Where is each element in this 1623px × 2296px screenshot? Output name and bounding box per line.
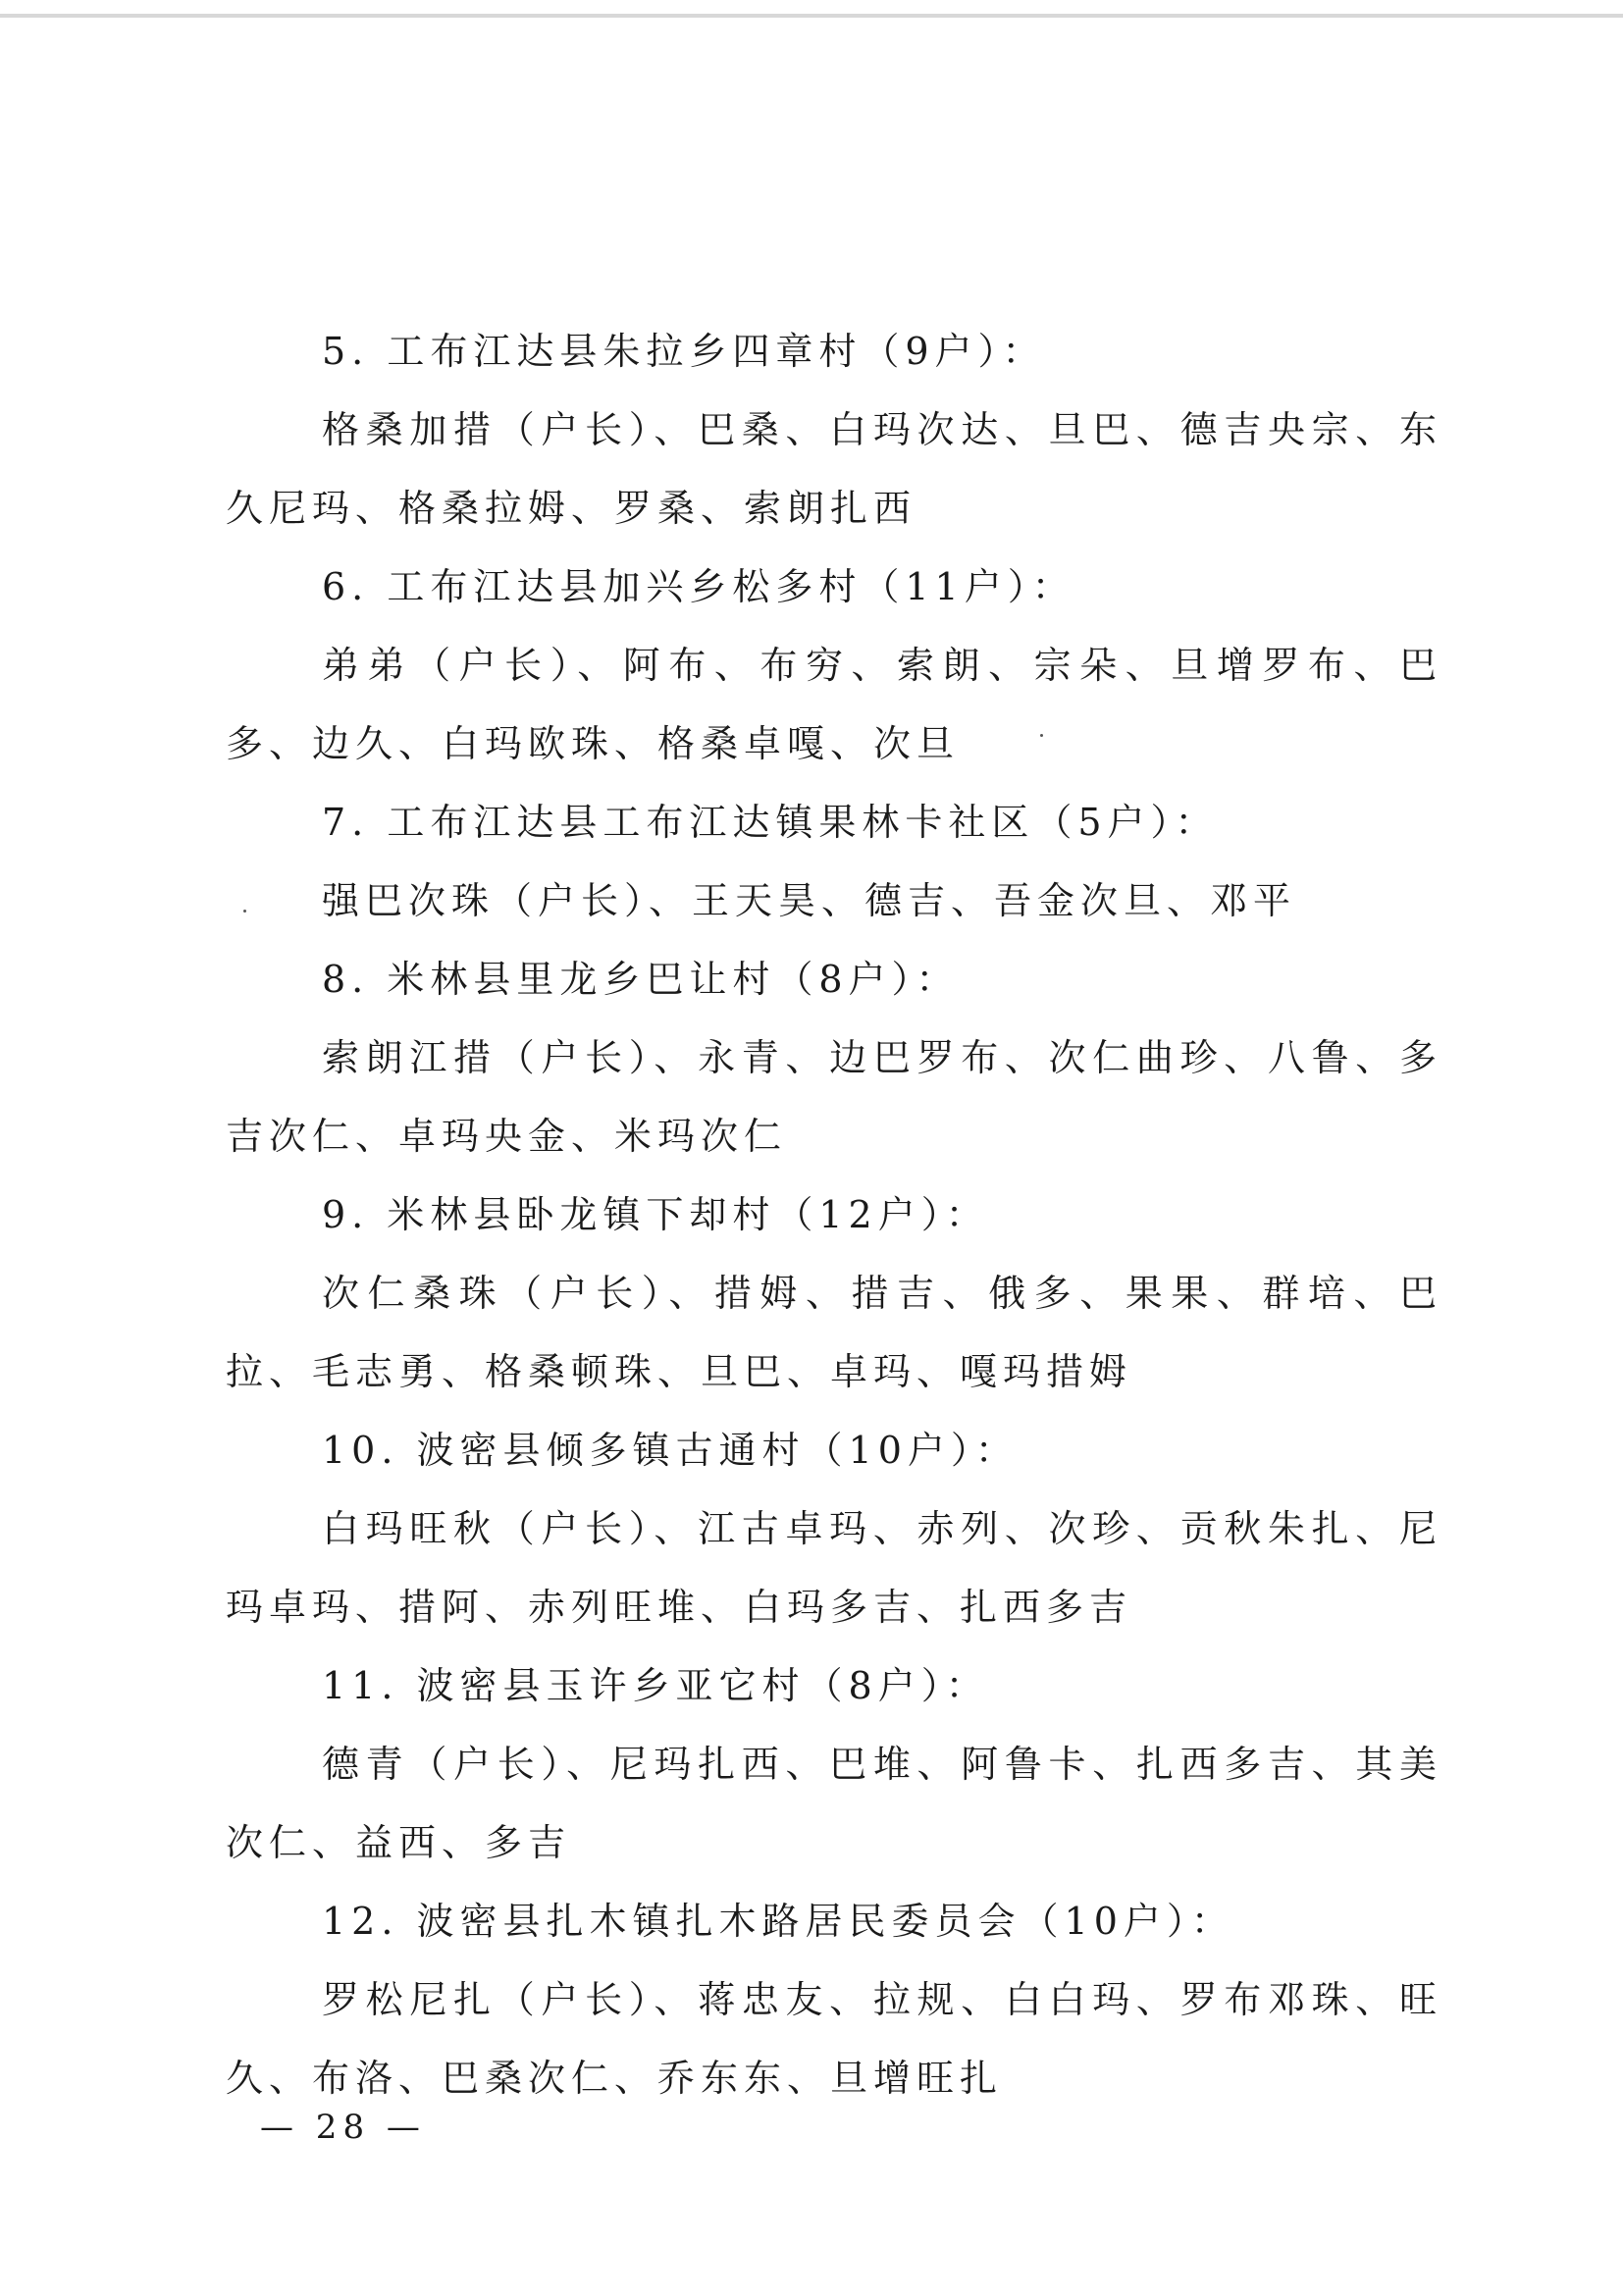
village-entry-8 bbox=[226, 940, 1442, 1175]
entry-names: 次仁桑珠（户长）、措姆、措吉、俄多、果果、群培、巴拉、毛志勇、格桑顿珠、旦巴、卓玛、嘎玛措姆 bbox=[226, 1272, 1442, 1393]
scan-speck bbox=[1040, 734, 1043, 737]
entry-names: 白玛旺秋（户长）、江古卓玛、赤列、次珍、贡秋朱扎、尼玛卓玛、措阿、赤列旺堆、白玛多吉、扎西多吉 bbox=[226, 1507, 1442, 1629]
entry-names: 索朗江措（户长）、永青、边巴罗布、次仁曲珍、八鲁、多吉次仁、卓玛央金、米玛次仁 bbox=[226, 1036, 1442, 1158]
entry-names: 弟弟（户长）、阿布、布穷、索朗、宗朵、旦增罗布、巴多、边久、白玛欧珠、格桑卓嘎、次旦 bbox=[226, 644, 1442, 765]
village-entry-9 bbox=[226, 1175, 1442, 1411]
entry-names: 德青（户长）、尼玛扎西、巴堆、阿鲁卡、扎西多吉、其美次仁、益西、多吉 bbox=[226, 1743, 1442, 1864]
entry-heading: 6. 工布江达县加兴乡松多村（11户）： bbox=[322, 565, 1075, 608]
entry-heading: 10. 波密县倾多镇古通村（10户）： bbox=[322, 1429, 1019, 1472]
entry-names: 强巴次珠（户长）、王天昊、德吉、吾金次旦、邓平 bbox=[322, 879, 1297, 922]
village-entry-6 bbox=[226, 548, 1442, 783]
village-entry-10 bbox=[226, 1411, 1442, 1646]
village-entry-5 bbox=[226, 312, 1442, 548]
scan-speck bbox=[243, 910, 246, 913]
document-body bbox=[226, 312, 1442, 2117]
village-entry-11 bbox=[226, 1646, 1442, 1882]
village-entry-12 bbox=[226, 1882, 1442, 2117]
entry-names: 罗松尼扎（户长）、蒋忠友、拉规、白白玛、罗布邓珠、旺久、布洛、巴桑次仁、乔东东、旦增旺扎 bbox=[226, 1978, 1442, 2100]
village-entry-7 bbox=[226, 783, 1442, 940]
page-number: — 28 — bbox=[260, 2108, 426, 2147]
entry-heading: 5. 工布江达县朱拉乡四章村（9户）： bbox=[322, 330, 1046, 373]
entry-heading: 9. 米林县卧龙镇下却村（12户）： bbox=[322, 1193, 989, 1236]
entry-heading: 8. 米林县里龙乡巴让村（8户）： bbox=[322, 958, 960, 1001]
entry-heading: 11. 波密县玉许乡亚它村（8户）： bbox=[322, 1664, 989, 1707]
entry-heading: 7. 工布江达县工布江达镇果林卡社区（5户）： bbox=[322, 801, 1219, 844]
scan-top-edge bbox=[0, 14, 1623, 18]
entry-heading: 12. 波密县扎木镇扎木路居民委员会（10户）： bbox=[322, 1900, 1234, 1943]
entry-names: 格桑加措（户长）、巴桑、白玛次达、旦巴、德吉央宗、东久尼玛、格桑拉姆、罗桑、索朗扎西 bbox=[226, 408, 1442, 530]
